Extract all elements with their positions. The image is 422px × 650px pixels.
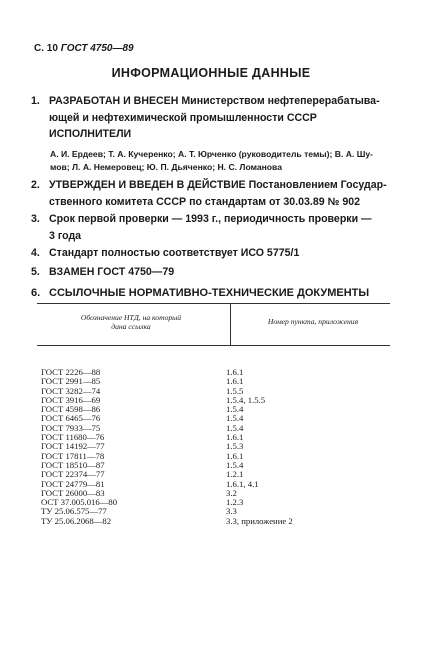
performers-list [50, 148, 392, 174]
section-lead: УТВЕРЖДЕН И ВВЕДЕН В ДЕЙСТВИЕ [49, 179, 246, 191]
clause-reference: 1.5.4 [226, 413, 244, 424]
section-number: 4. [31, 247, 40, 259]
section-3 [31, 211, 392, 245]
clause-reference: 1.5.5 [226, 385, 244, 396]
clause-reference: 1.6.1 [226, 432, 244, 443]
section-number: 6. [31, 287, 41, 299]
section-5 [31, 264, 392, 281]
table-header-col1 [42, 313, 220, 331]
document-designation: ГОСТ 2991—85 [41, 376, 101, 387]
section-1 [31, 93, 392, 127]
section-number: 3. [31, 213, 40, 225]
section-text: Стандарт полностью соответствует ИСО 5775/1 [49, 247, 300, 259]
table-body [41, 368, 371, 526]
clause-reference: 1.5.4 [226, 404, 244, 415]
header-text: Обозначение НТД, на который [80, 313, 182, 322]
section-number: 5. [31, 266, 40, 278]
section-text: Министерством нефтеперерабатыва- [181, 95, 380, 107]
clause-reference: 1.5.4 [226, 459, 244, 470]
performers-heading [31, 126, 392, 143]
document-designation: ГОСТ 7933—75 [41, 422, 101, 433]
performers-title: ИСПОЛНИТЕЛИ [49, 128, 132, 140]
table-header-col2: Номер пункта, приложения [267, 317, 359, 326]
document-designation: ГОСТ 4598—86 [41, 404, 101, 415]
clause-reference: 1.5.4 [226, 422, 244, 433]
clause-reference: 1.6.1 [226, 367, 244, 377]
document-designation: ГОСТ 3282—74 [41, 385, 101, 396]
header-text: дана ссылка [111, 322, 151, 331]
clause-reference: 1.2.3 [226, 497, 244, 508]
section-4 [31, 245, 392, 262]
document-designation: ГОСТ 26000—83 [41, 487, 105, 498]
clause-reference: 1.6.1, 4.1 [226, 478, 259, 489]
document-designation: ГОСТ 6465—76 [41, 413, 101, 424]
section-text: ВЗАМЕН ГОСТ 4750—79 [49, 266, 175, 278]
document-title: ИНФОРМАЦИОННЫЕ ДАННЫЕ [111, 66, 311, 80]
section-text: ющей и нефтехимической промышленности СССР [49, 112, 317, 124]
document-designation: ОСТ 37.005.016—80 [41, 497, 118, 508]
document-designation: ГОСТ 24779—81 [41, 478, 105, 489]
standard-number: ГОСТ 4750—89 [60, 43, 134, 54]
clause-reference: 3.2 [226, 487, 237, 498]
clause-reference: 1.2.1 [226, 469, 244, 480]
section-lead: РАЗРАБОТАН И ВНЕСЕН [49, 95, 179, 107]
document-designation: ГОСТ 17811—78 [41, 450, 105, 461]
section-text: Срок первой проверки — 1993 г., периодичность проверки — [49, 213, 372, 225]
document-designation: ТУ 25.06.2068—82 [41, 515, 112, 526]
section-text: Постановлением Государ- [248, 179, 387, 191]
document-designation: ГОСТ 11680—76 [41, 432, 105, 443]
clause-reference: 3.3, приложение 2 [226, 515, 293, 526]
section-text: ССЫЛОЧНЫЕ НОРМАТИВНО-ТЕХНИЧЕСКИЕ ДОКУМЕНТЫ [49, 287, 370, 299]
section-number: 1. [31, 95, 40, 107]
document-designation: ТУ 25.06.575—77 [41, 506, 107, 517]
clause-reference: 1.6.1 [226, 450, 244, 461]
table-row [41, 517, 371, 526]
section-number: 2. [31, 179, 40, 191]
section-text: ственного комитета СССР по стандартам от 30.03.89 № 902 [49, 196, 361, 208]
clause-reference: 3.3 [226, 506, 237, 517]
section-6 [31, 287, 369, 299]
section-text: 3 года [49, 230, 82, 242]
document-designation: ГОСТ 22374—77 [41, 469, 105, 480]
document-designation: ГОСТ 14192—77 [41, 441, 105, 452]
clause-reference: 1.5.3 [226, 441, 244, 452]
page-number: С. 10 [34, 43, 58, 54]
performers-line: А. И. Ердеев; Т. А. Кучеренко; А. Т. Юрченко (руководитель темы); В. А. Шу- [50, 149, 373, 159]
performers-line: мов; Л. А. Немеровец; Ю. П. Дьяченко; Н. С. Ломанова [50, 162, 282, 172]
section-2 [31, 177, 392, 211]
page-header [34, 43, 134, 54]
document-designation: ГОСТ 3916—69 [41, 394, 101, 405]
clause-reference: 1.6.1 [226, 376, 244, 387]
table-column-divider [230, 303, 231, 345]
clause-reference: 1.5.4, 1.5.5 [226, 394, 266, 405]
table-top-rule [37, 303, 390, 304]
table-header-rule [37, 345, 390, 346]
document-designation: ГОСТ 2226—88 [41, 367, 101, 377]
document-designation: ГОСТ 18510—87 [41, 459, 105, 470]
